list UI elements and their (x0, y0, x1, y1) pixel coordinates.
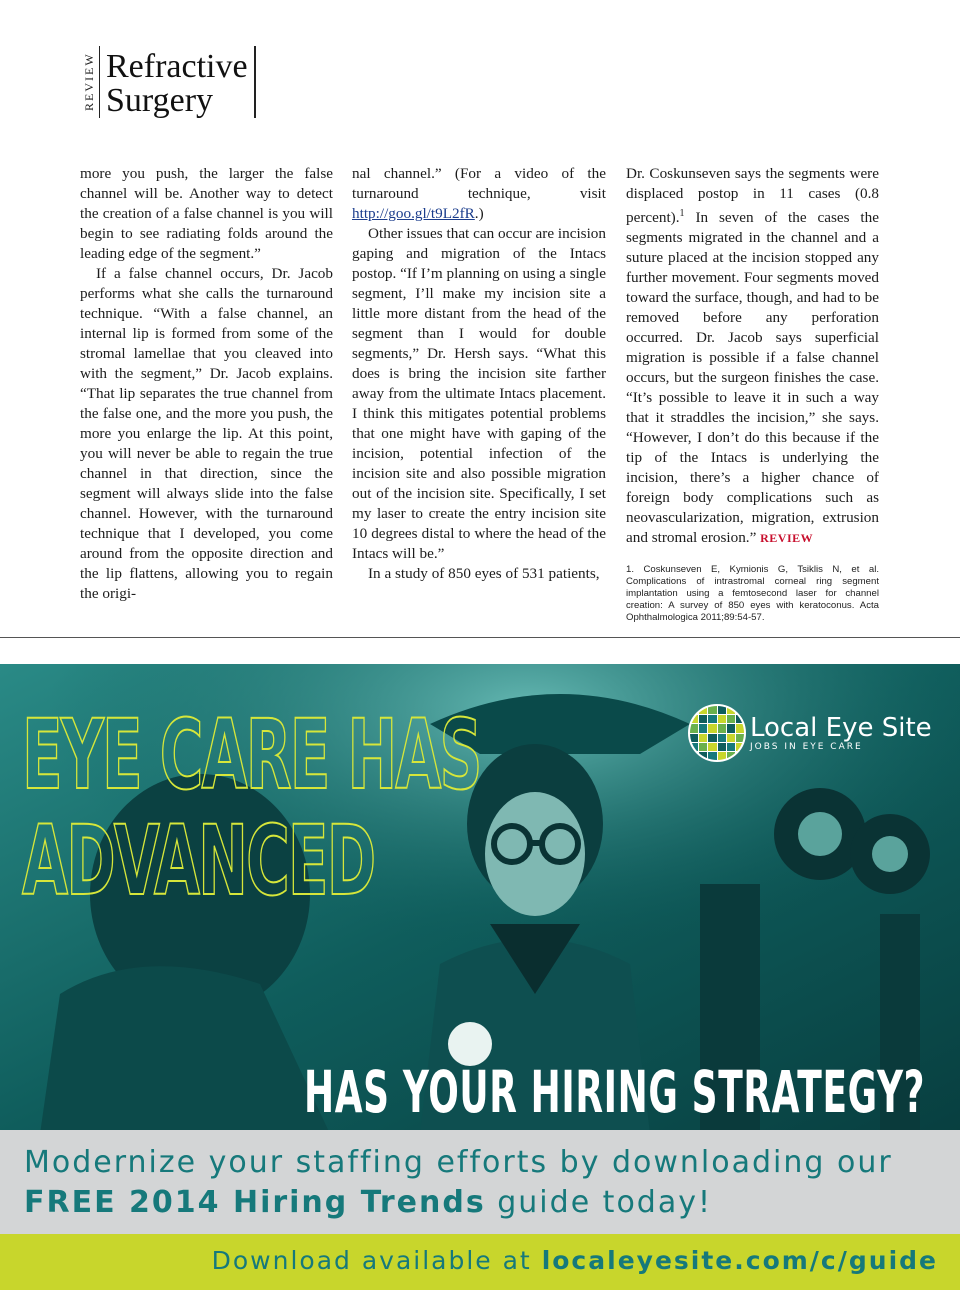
footnote-ref: 1 (679, 208, 685, 219)
end-mark: REVIEW (760, 531, 814, 546)
ad-subheadline: HAS YOUR HIRING STRATEGY? (304, 1058, 926, 1126)
ad-cta-link[interactable]: localeyesite.com/c/guide (541, 1246, 938, 1275)
paragraph-text: In seven of the cases the segments migrated in the channel and a suture placed at the incision stopped any further movement. Four segments moved toward the surface, though, and had to be removed before any perforation occurred. Dr. Jacob says superficial migration is possible if a false channel occurs, but the surgeon finishes the case. “It’s possible to leave it in such a way that it straddles the incision,” she says. “However, I don’t do this because if the tip of the Intacs is underlying the incision, there’s a higher chance of foreign body complications such as neovascularization, migration, extrusion and stromal erosion.” (626, 209, 879, 547)
logo-text (750, 714, 932, 752)
ad-headline (22, 699, 481, 917)
paragraph (626, 164, 879, 548)
paragraph-text: Dr. Coskunseven says the segments were displaced postop in 11 cases (0.8 percent). (626, 165, 879, 227)
ad-message-rest: guide today! (485, 1185, 713, 1220)
page-divider (0, 637, 960, 638)
section-tag: REVIEW (82, 52, 96, 112)
paragraph: more you push, the larger the false channel will be. Another way to detect the creation of a false channel is you will begin to see radiating folds around the leading edge of the segment.” (80, 165, 333, 262)
ad-message-line1: Modernize your staffing efforts by downloading our (24, 1145, 893, 1180)
ad-message-band (0, 1130, 960, 1234)
paragraph-text: nal channel.” (For a video of the turnaround technique, visit (352, 165, 606, 202)
article-column-1 (80, 164, 333, 604)
section-header (78, 46, 256, 118)
ad-cta-bar[interactable] (0, 1234, 960, 1290)
paragraph: Other issues that can occur are incision gaping and migration of the Intacs postop. “If I’m planning on using a single segment, I’ll make my incision site a little more distant from the head of the segment than I would for double segments,” Dr. Hersh says. “What this does is bring the incision site farther away from the ultimate Intacs placement. I think this mitigates potential problems that one might have with gaping of the incision, potential infection of the incision site and also possible migration out of the incision site. Specifically, I set my laser to create the entry incision site 10 degrees distal to where the head of the Intacs will be.” (352, 225, 606, 562)
video-link[interactable]: http://goo.gl/t9L2fR (352, 205, 475, 222)
logo-name: Local Eye Site (750, 713, 932, 743)
article-column-2 (352, 164, 606, 584)
logo-grid-icon (688, 704, 746, 762)
ad-headline-line2: ADVANCED (22, 805, 375, 917)
article-column-3 (626, 164, 879, 624)
logo-tagline: JOBS IN EYE CARE (750, 742, 863, 752)
local-eye-site-logo[interactable] (688, 704, 932, 762)
header-right-rule (254, 46, 256, 118)
ad-cta-text (212, 1244, 938, 1278)
section-title-line1: Refractive (106, 48, 248, 85)
paragraph: In a study of 850 eyes of 531 patients, (368, 565, 600, 582)
ad-headline-line1: EYE CARE HAS (22, 699, 481, 811)
ad-message-highlight: FREE 2014 Hiring Trends (24, 1185, 486, 1220)
header-divider (99, 46, 100, 118)
ad-message-line2 (24, 1184, 712, 1222)
paragraph-text: .) (474, 205, 484, 222)
section-title-line2: Surgery (106, 82, 214, 119)
paragraph (352, 164, 606, 224)
advertisement[interactable] (0, 664, 960, 1290)
section-title (106, 46, 248, 118)
paragraph: If a false channel occurs, Dr. Jacob performs what she calls the turnaround technique. “With a false channel, an internal lip is formed from some of the stromal lamellae that you cleaved into with the segment,” Dr. Jacob explains. “That lip separates the true channel from the false one, and the more you push, the more you enlarge the lip. At this point, you will never be able to regain the true channel in that direction, since the segment will always slide into the false channel. However, with the turnaround technique that I developed, you come around from the opposite direction and the lip flattens, allowing you to regain the origi- (80, 265, 333, 602)
footnote: 1. Coskunseven E, Kymionis G, Tsiklis N, et al. Complications of intrastromal corneal ring segment implantation using a femtosecond laser for channel creation: A survey of 850 eyes with keratoconus. Acta Ophthalmologica 2011;89:54-57. (626, 564, 879, 624)
ad-cta-prefix: Download available at (211, 1246, 542, 1275)
